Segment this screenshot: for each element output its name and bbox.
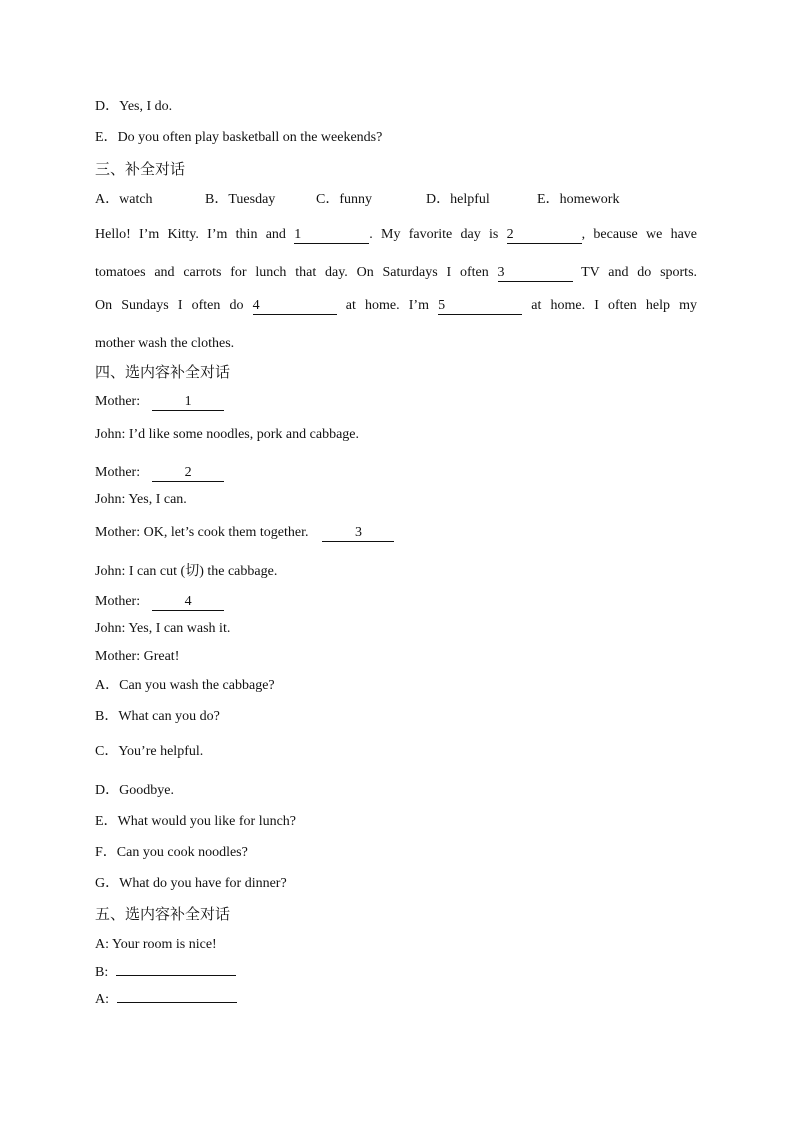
answer-blank[interactable]: 4 [253,298,337,315]
answer-blank[interactable] [116,975,236,976]
passage-text: Hello! I’m Kitty. I’m thin and [95,227,286,242]
option-b [95,708,220,726]
option-text: What would you like for lunch? [117,814,297,829]
option-letter: A． [95,678,120,693]
option-c [95,743,203,761]
option-text: Do you often play basketball on the weekends? [117,130,383,145]
option-d [95,782,174,800]
passage-text: . My favorite day is [369,227,499,242]
passage-text: TV and do sports. [581,265,698,280]
option-c [316,191,372,209]
option-letter: E． [95,814,118,829]
option-text: Can you cook noodles? [116,845,248,860]
option-a [95,677,275,695]
option-text: Can you wash the cabbage? [119,678,275,693]
option-letter: D． [95,783,120,798]
option-e [95,129,382,147]
answer-blank[interactable]: 2 [507,227,582,244]
dialogue-line: John: Yes, I can. [95,492,187,507]
dialogue-line: A: Your room is nice! [95,937,217,952]
passage-text: tomatoes and carrots for lunch that day. On Saturdays I often [95,265,489,280]
section5-heading: 五、选内容补全对话 [95,905,231,923]
passage-text: On Sundays I often do [95,298,244,313]
passage-line-2 [95,264,697,282]
option-e [537,191,619,209]
option-d [426,191,490,209]
option-letter: C． [95,744,119,759]
speaker-label: Mother: [95,394,141,409]
option-letter: B． [205,192,229,207]
option-b [205,191,275,209]
speaker-label: A: [95,992,109,1007]
passage-text: at home. I’m [345,298,429,313]
option-text: helpful [450,192,490,207]
dialogue-line [95,524,394,542]
speaker-label: Mother: [95,465,141,480]
option-text: You’re helpful. [118,744,204,759]
passage-text: , because we have [581,227,698,242]
option-g [95,875,287,893]
option-text: Goodbye. [119,783,174,798]
dialogue-text: Mother: OK, let’s cook them together. [95,525,309,540]
option-text: What can you do? [118,709,220,724]
speaker-label: B: [95,965,109,980]
section4-heading: 四、选内容补全对话 [95,363,231,381]
dialogue-line [95,593,224,611]
dialogue-line [95,464,224,482]
option-text: homework [559,192,620,207]
option-text: watch [119,192,153,207]
option-text: Yes, I do. [119,99,173,114]
option-text: funny [339,192,373,207]
option-letter: E． [537,192,560,207]
option-letter: B． [95,709,119,724]
section3-heading: 三、补全对话 [95,160,186,178]
option-text: Tuesday [228,192,276,207]
speaker-label: Mother: [95,594,141,609]
answer-blank[interactable]: 1 [294,227,369,244]
answer-blank[interactable]: 3 [322,525,394,542]
dialogue-line [95,964,236,982]
dialogue-line [95,393,224,411]
passage-line-1 [95,226,697,244]
option-a [95,191,153,209]
option-f [95,844,248,862]
dialogue-line: John: I can cut (切) the cabbage. [95,564,278,579]
option-e [95,813,296,831]
option-letter: C． [316,192,340,207]
passage-line-4: mother wash the clothes. [95,336,235,351]
option-d [95,98,172,116]
passage-text: at home. I often help my [531,298,698,313]
answer-blank[interactable]: 2 [152,465,224,482]
option-letter: D． [95,99,120,114]
option-text: What do you have for dinner? [119,876,287,891]
answer-blank[interactable]: 4 [152,594,224,611]
dialogue-line: Mother: Great! [95,649,180,664]
answer-blank[interactable]: 5 [438,298,522,315]
dialogue-line: John: Yes, I can wash it. [95,621,231,636]
option-letter: F． [95,845,117,860]
answer-blank[interactable] [117,1002,237,1003]
option-letter: A． [95,192,120,207]
answer-blank[interactable]: 1 [152,394,224,411]
option-letter: G． [95,876,120,891]
dialogue-line: John: I’d like some noodles, pork and cabbage. [95,427,359,442]
option-letter: D． [426,192,451,207]
answer-blank[interactable]: 3 [498,265,573,282]
passage-line-3 [95,297,697,315]
dialogue-line [95,991,237,1009]
option-letter: E． [95,130,118,145]
